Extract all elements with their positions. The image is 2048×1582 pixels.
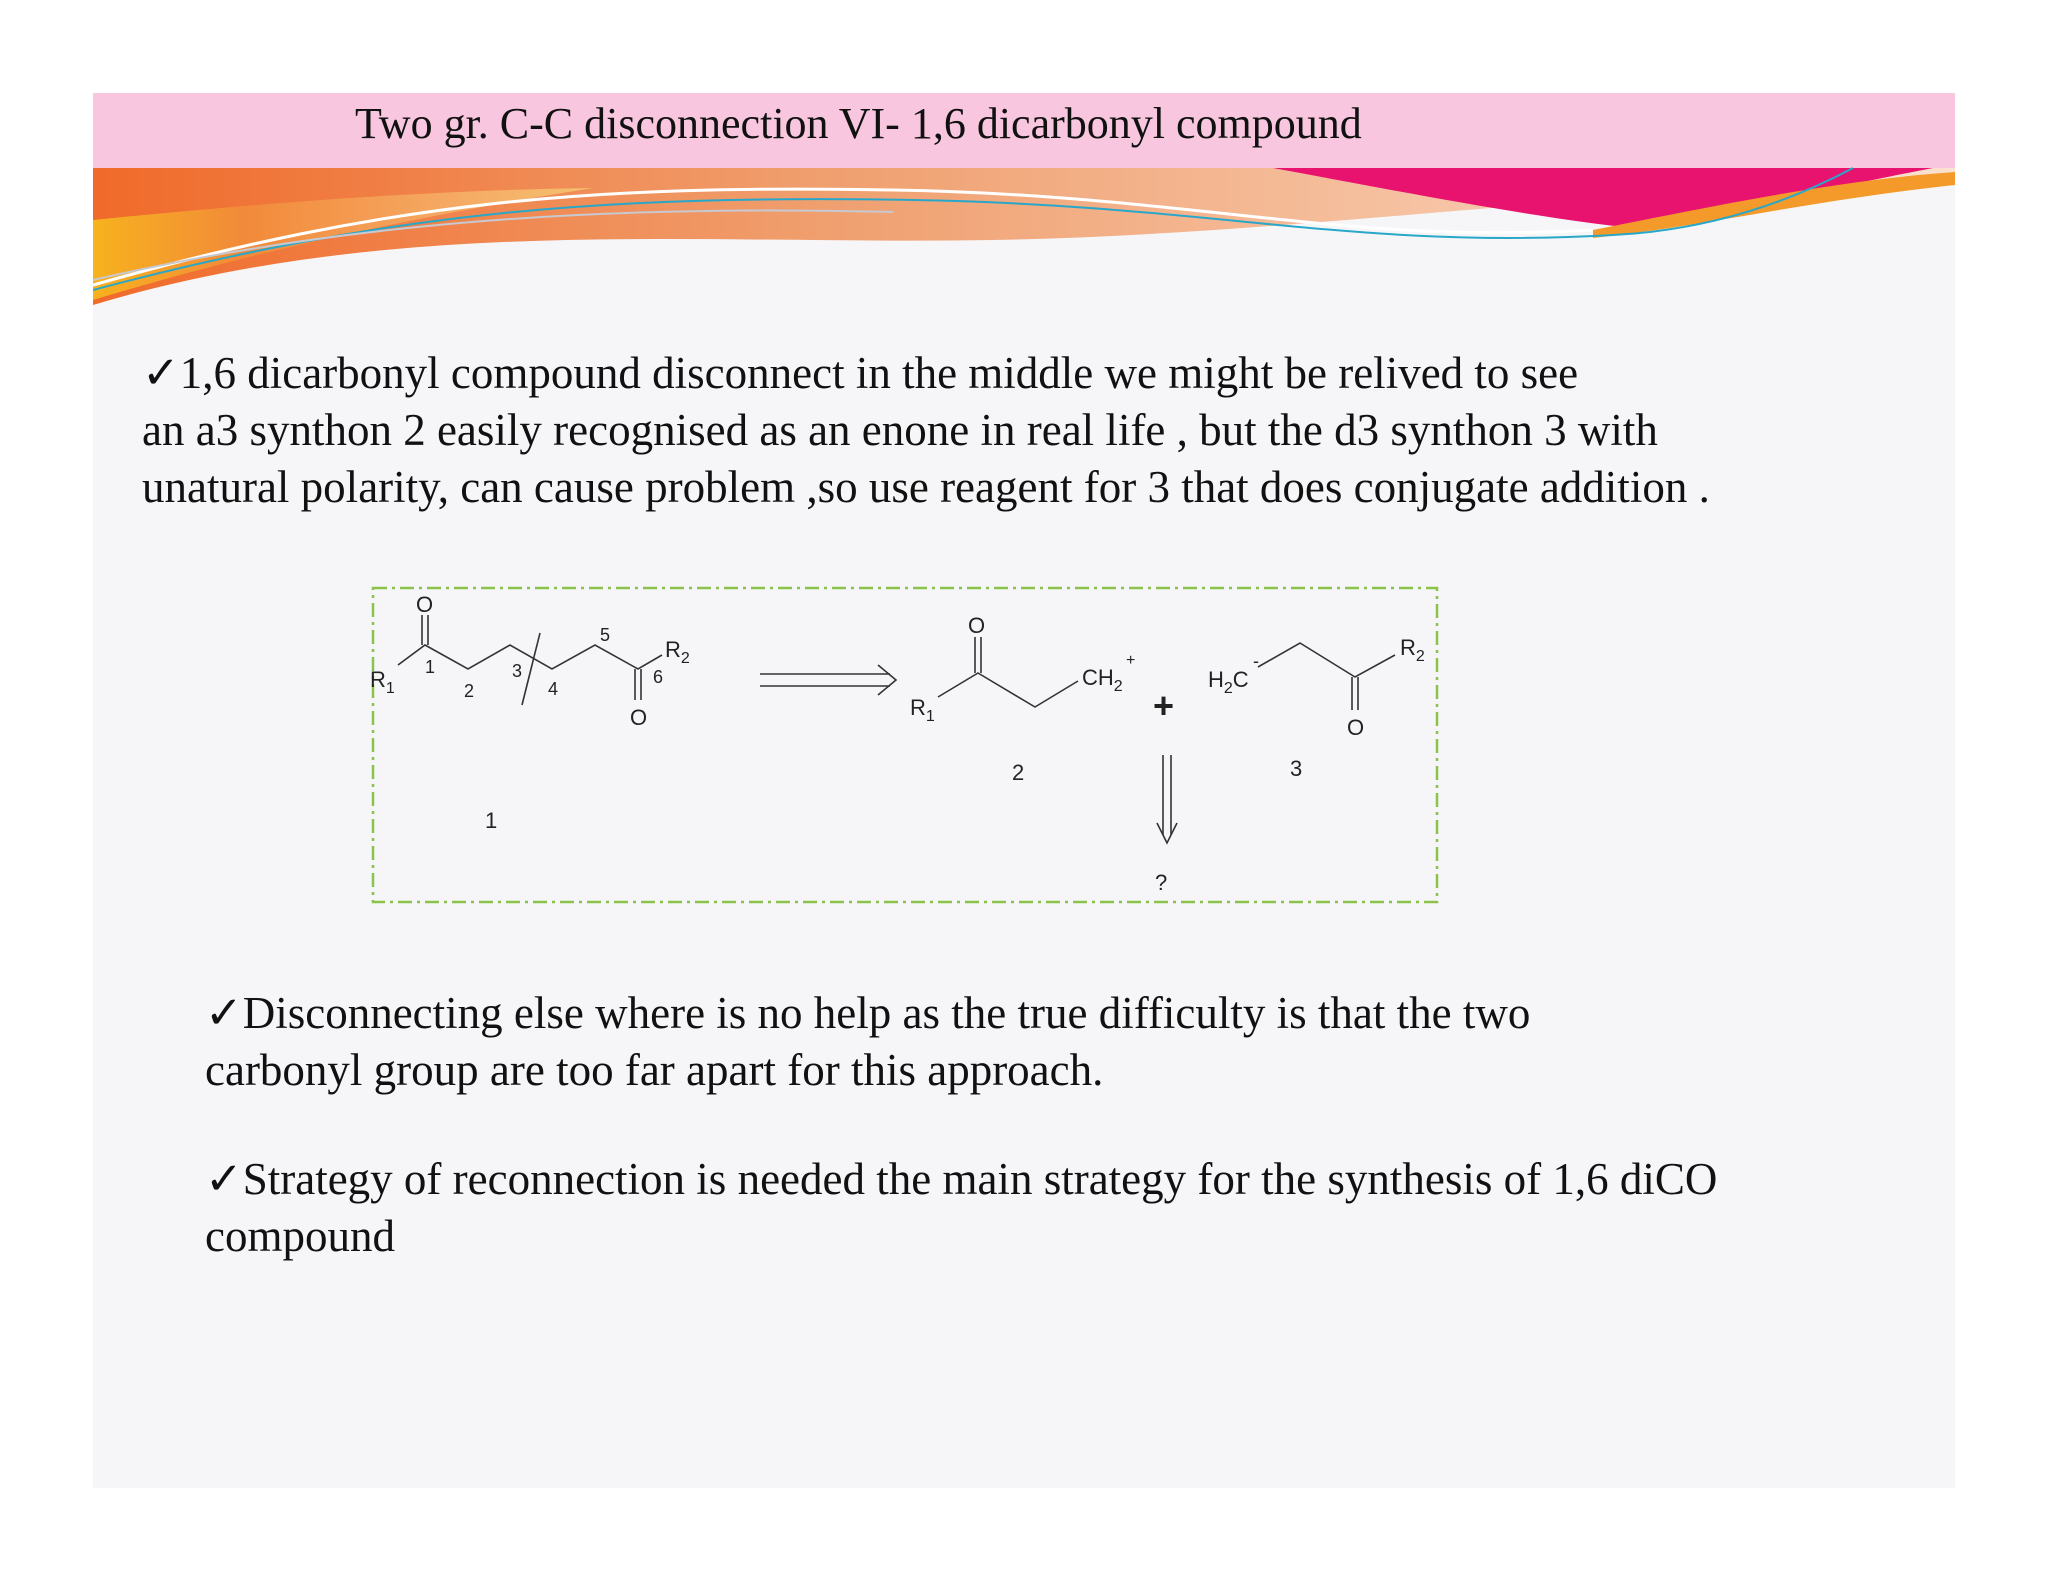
atom-number: 4 — [548, 679, 559, 699]
bullet-paragraph-1 — [142, 345, 1710, 516]
anion-charge: - — [1253, 651, 1259, 671]
synthon-3-r2: $R_2$ — [1400, 635, 1425, 665]
synthon-3 — [1208, 635, 1425, 781]
forward-arrow — [1157, 755, 1177, 843]
diagram-frame — [373, 588, 1437, 902]
bullet-line: an a3 synthon 2 easily recognised as an enone in real life , but the d3 synthon 3 with — [142, 405, 1658, 455]
checkmark-icon: ✓ — [205, 1154, 243, 1204]
synthon-2-ch2-cation: $CH_2$ — [1082, 665, 1123, 695]
synthon-3-o: O — [1347, 715, 1365, 740]
atom-number: 3 — [512, 661, 523, 681]
bullet-line: carbonyl group are too far apart for this approach. — [205, 1045, 1104, 1095]
retrosynthetic-arrow — [760, 665, 896, 695]
plus-sign: + — [1153, 685, 1175, 726]
retrosynthesis-diagram — [370, 585, 1440, 905]
synthon-3-h2c-anion: $H_2C$ — [1208, 667, 1249, 697]
compound-1-label: 1 — [485, 808, 498, 833]
cation-charge: + — [1126, 652, 1136, 669]
atom-number: 2 — [464, 681, 475, 701]
atom-number: 1 — [425, 657, 436, 677]
compound-1 — [370, 592, 690, 833]
synthon-2-r1: $R_1$ — [910, 695, 935, 725]
compound-1-o-top: O — [416, 592, 434, 617]
disconnection-mark — [522, 633, 540, 705]
compound-1-o-bottom: O — [630, 705, 648, 730]
bullet-line: ✓1,6 dicarbonyl compound disconnect in the middle we might be relived to see — [142, 348, 1579, 398]
bullet-line: unatural polarity, can cause problem ,so use reagent for 3 that does conjugate addition . — [142, 462, 1710, 512]
unknown-product: ? — [1155, 870, 1168, 895]
synthon-3-label: 3 — [1290, 756, 1303, 781]
atom-number: 5 — [600, 625, 611, 645]
checkmark-icon: ✓ — [142, 348, 180, 398]
synthon-2-o: O — [968, 613, 986, 638]
compound-1-r1: $R_1$ — [370, 667, 395, 697]
checkmark-icon: ✓ — [205, 988, 243, 1038]
slide-title: Two gr. C-C disconnection VI- 1,6 dicarbonyl compound — [355, 99, 1362, 148]
bullet-paragraph-2 — [205, 985, 1530, 1099]
compound-1-r2: $R_2$ — [665, 637, 690, 667]
atom-number: 6 — [653, 667, 664, 687]
synthon-2 — [910, 613, 1135, 785]
bullet-line: compound — [205, 1211, 395, 1261]
bullet-line: ✓Disconnecting else where is no help as the true difficulty is that the two — [205, 988, 1531, 1038]
bullet-line: ✓Strategy of reconnection is needed the main strategy for the synthesis of 1,6 diCO — [205, 1154, 1718, 1204]
bullet-paragraph-3 — [205, 1151, 1717, 1265]
decorative-swoosh — [93, 160, 1955, 310]
synthon-2-label: 2 — [1012, 760, 1025, 785]
